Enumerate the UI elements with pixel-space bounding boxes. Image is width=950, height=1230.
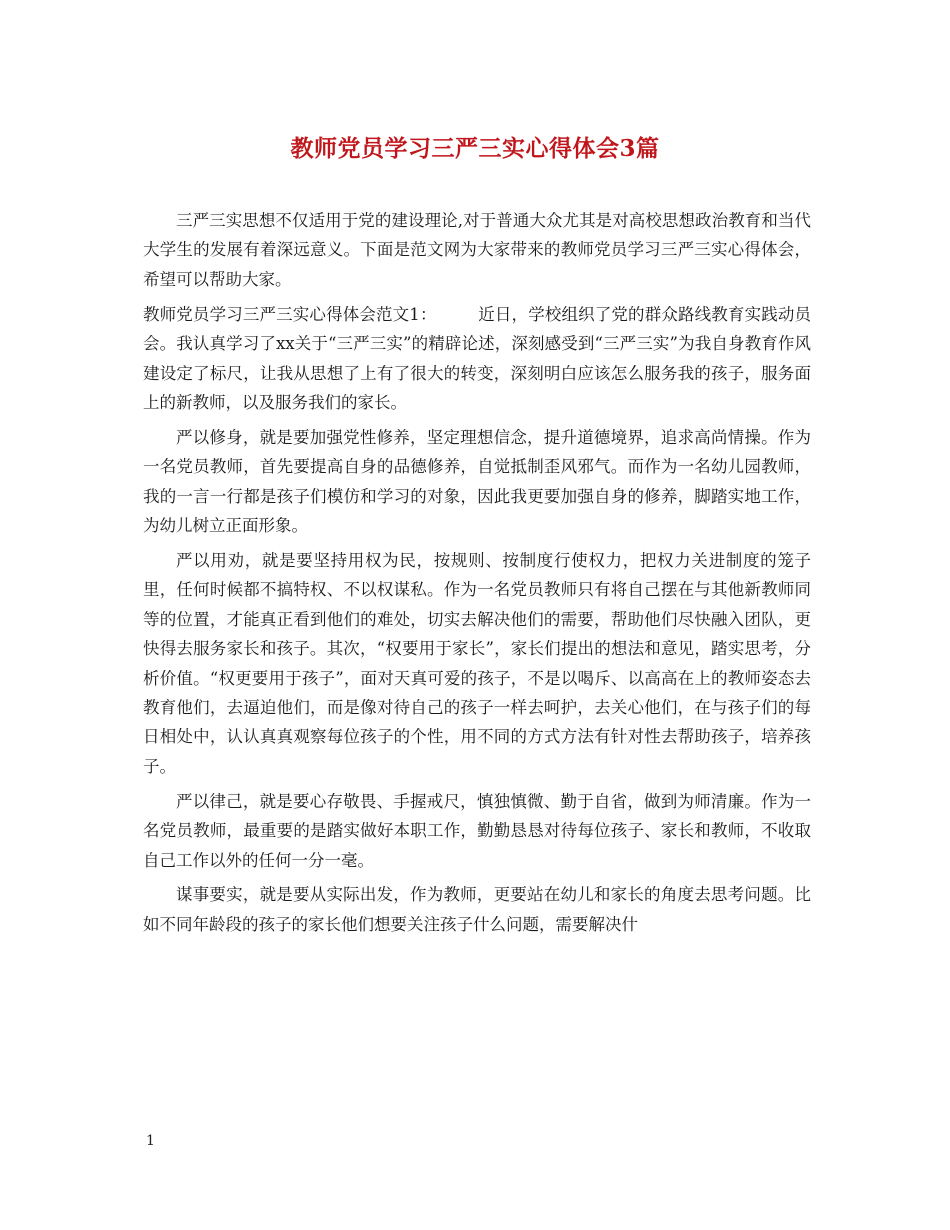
document-title: 教师党员学习三严三实心得体会3篇 [290,135,660,162]
page-number: 1 [146,1133,155,1149]
document-body [143,206,811,945]
paragraph-use-of-power: 严以用劝，就是要坚持用权为民，按规则、按制度行使权力，把权力关进制度的笼子里，任何时候都不搞特权、不以权谋私。作为一名党员教师只有将自己摆在与其他新教师同等的位置，才能真正看到他们的难处，切实去解决他们的需要，帮助他们尽快融入团队，更快得去服务家长和孩子。其次，“权要用于家长”，家长们提出的想法和意见，踏实思考，分析价值。“权更要用于孩子”，面对天真可爱的孩子，不是以喝斥、以高高在上的教师姿态去教育他们，去逼迫他们，而是像对待自己的孩子一样去呵护，去关心他们，在与孩子们的每日相处中，认认真真观察每位孩子的个性，用不同的方式方法有针对性去帮助孩子，培养孩子。 [143,550,811,776]
paragraph-practical-planning: 谋事要实，就是要从实际出发，作为教师，更要站在幼儿和家长的角度去思考问题。比如不同年龄段的孩子的家长他们想要关注孩子什么问题，需要解决什 [143,885,811,934]
paragraph-self-discipline: 严以律己，就是要心存敬畏、手握戒尺，慎独慎微、勤于自省，做到为师清廉。作为一名党员教师，最重要的是踏实做好本职工作，勤勤恳恳对待每位孩子、家长和教师，不收取自己工作以外的任何一分一毫。 [143,791,811,870]
paragraph-sample-1: 教师党员学习三严三实心得体会范文1： 近日，学校组织了党的群众路线教育实践动员会。我认真学习了xx关于“三严三实”的精辟论述，深刻感受到“三严三实”为我自身教育作风建设定了标尺，让我从思想了上有了很大的转变，深刻明白应该怎么服务我的孩子，服务面上的新教师，以及服务我们的家长。 [143,304,811,412]
paragraph-self-cultivation: 严以修身，就是要加强党性修养，坚定理想信念，提升道德境界，追求高尚情操。作为一名党员教师，首先要提高自身的品德修养，自觉抵制歪风邪气。而作为一名幼儿园教师，我的一言一行都是孩子们模仿和学习的对象，因此我更要加强自身的修养，脚踏实地工作，为幼儿树立正面形象。 [143,427,811,536]
paragraph-intro: 三严三实思想不仅适用于党的建设理论,对于普通大众尤其是对高校思想政治教育和当代大学生的发展有着深远意义。下面是范文网为大家带来的教师党员学习三严三实心得体会，希望可以帮助大家。 [143,211,811,289]
